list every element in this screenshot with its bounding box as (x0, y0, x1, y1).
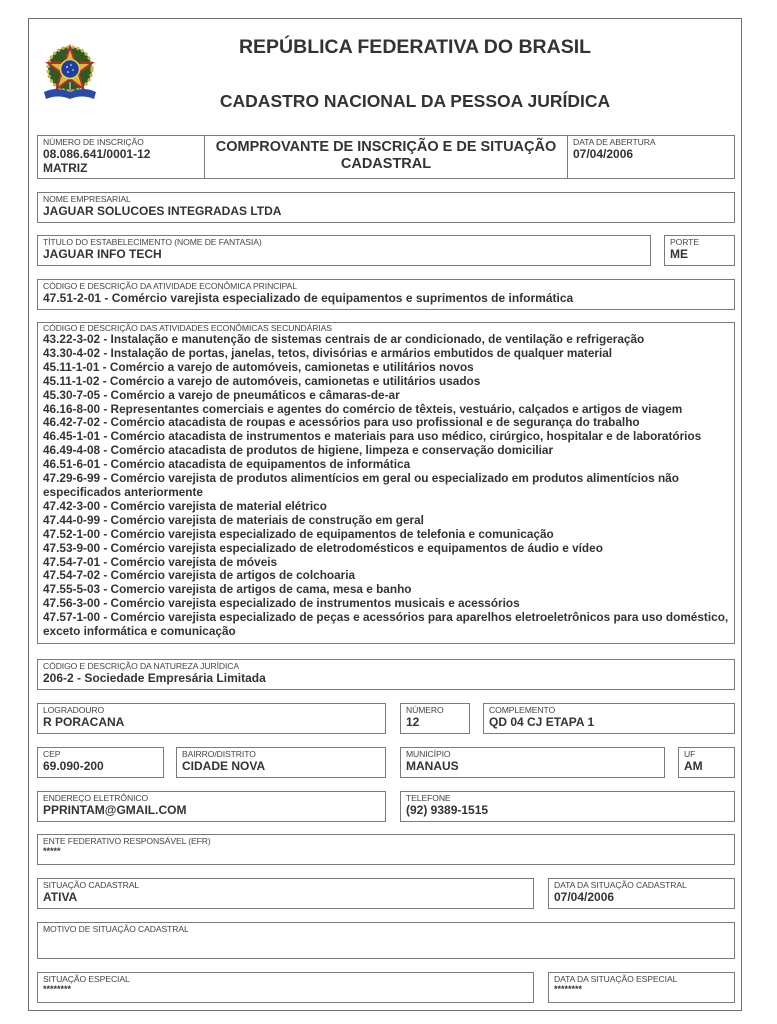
email-label: ENDEREÇO ELETRÔNICO (43, 793, 149, 803)
efr-box (37, 834, 735, 865)
list-item: 47.52-1-00 - Comércio varejista especializado de equipamentos de telefonia e comunicação (43, 526, 554, 541)
nome-empresarial-label: NOME EMPRESARIAL (43, 194, 131, 204)
list-item: 43.30-4-02 - Instalação de portas, janelas, tetos, divisórias e armários embutidos de qualquer material (43, 345, 613, 360)
list-item: 47.54-7-01 - Comércio varejista de móveis (43, 554, 278, 569)
situacao-especial-label: SITUAÇÃO ESPECIAL (43, 974, 130, 984)
uf-value: AM (684, 759, 703, 773)
telefone-box (400, 791, 735, 822)
porte-value: ME (670, 247, 688, 261)
efr-label: ENTE FEDERATIVO RESPONSÁVEL (EFR) (43, 836, 211, 846)
situacao-especial-value: ******** (43, 984, 72, 994)
bairro-value: CIDADE NOVA (182, 759, 266, 773)
municipio-box (400, 747, 665, 778)
data-abertura-box (567, 135, 735, 179)
bairro-label: BAIRRO/DISTRITO (182, 749, 256, 759)
document-title-line1: COMPROVANTE DE INSCRIÇÃO E DE SITUAÇÃO (215, 139, 557, 155)
complemento-label: COMPLEMENTO (489, 705, 556, 715)
data-situacao-especial-value: ******** (554, 984, 583, 994)
list-item: 47.55-5-03 - Comercio varejista de artigos de cama, mesa e banho (43, 582, 412, 597)
brazil-coat-of-arms-icon (40, 42, 100, 104)
motivo-situacao-box (37, 922, 735, 959)
atividade-principal-label: CÓDIGO E DESCRIÇÃO DA ATIVIDADE ECONÔMICA PRINCIPAL (43, 281, 297, 291)
cep-value: 69.090-200 (43, 759, 104, 773)
complemento-value: QD 04 CJ ETAPA 1 (489, 715, 595, 729)
list-item: 45.11-1-02 - Comércio a varejo de automóveis, camionetas e utilitários usados (43, 373, 481, 388)
efr-value: ***** (43, 846, 61, 856)
list-item: 47.42-3-00 - Comércio varejista de material elétrico (43, 498, 327, 513)
numero-value: 12 (406, 715, 420, 729)
complemento-box (483, 703, 735, 734)
situacao-cadastral-box (37, 878, 534, 909)
document-title-line2: CADASTRAL (340, 156, 432, 172)
telefone-label: TELEFONE (406, 793, 451, 803)
numero-label: NÚMERO (406, 705, 444, 715)
uf-box (678, 747, 735, 778)
atividade-principal-value: 47.51-2-01 - Comércio varejista especializado de equipamentos e suprimentos de informática (43, 291, 574, 305)
cep-box (37, 747, 164, 778)
logradouro-box (37, 703, 386, 734)
nome-fantasia-value: JAGUAR INFO TECH (43, 247, 162, 261)
list-item: 46.49-4-08 - Comércio atacadista de produtos de higiene, limpeza e conservação domiciliar (43, 443, 554, 458)
numero-box (400, 703, 470, 734)
list-item: 47.57-1-00 - Comércio varejista especializado de peças e acessórios para aparelhos eletroeletrônicos para uso doméstico, exceto informática e comunicação (43, 610, 729, 639)
list-item: 47.56-3-00 - Comércio varejista especializado de instrumentos musicais e acessórios (43, 596, 520, 611)
atividade-principal-box (37, 279, 735, 310)
inscricao-number: 08.086.641/0001-12 (43, 147, 151, 161)
inscricao-type: MATRIZ (43, 161, 88, 175)
municipio-value: MANAUS (406, 759, 459, 773)
telefone-value: (92) 9389-1515 (406, 803, 489, 817)
list-item: 47.54-7-02 - Comércio varejista de artigos de colchoaria (43, 568, 356, 583)
natureza-juridica-value: 206-2 - Sociedade Empresária Limitada (43, 671, 266, 685)
list-item: 46.45-1-01 - Comércio atacadista de instrumentos e materiais para uso médico, cirúrgico, hospitalar e de laboratórios (43, 429, 702, 444)
logradouro-label: LOGRADOURO (43, 705, 105, 715)
email-box (37, 791, 386, 822)
situacao-especial-box (37, 972, 534, 1003)
situacao-cadastral-label: SITUAÇÃO CADASTRAL (43, 880, 140, 890)
list-item: 46.51-6-01 - Comércio atacadista de equipamentos de informática (43, 457, 411, 472)
inscricao-box (37, 135, 205, 179)
municipio-label: MUNICÍPIO (406, 749, 451, 759)
data-abertura-value: 07/04/2006 (573, 147, 634, 161)
cep-label: CEP (43, 749, 61, 759)
motivo-situacao-label: MOTIVO DE SITUAÇÃO CADASTRAL (43, 924, 189, 934)
data-situacao-especial-label: DATA DA SITUAÇÃO ESPECIAL (554, 974, 678, 984)
data-situacao-cadastral-value: 07/04/2006 (554, 890, 615, 904)
data-situacao-cadastral-box (548, 878, 735, 909)
nome-empresarial-value: JAGUAR SOLUCOES INTEGRADAS LTDA (43, 204, 282, 218)
data-abertura-label: DATA DE ABERTURA (573, 137, 656, 147)
porte-label: PORTE (670, 237, 699, 247)
natureza-juridica-box (37, 659, 735, 690)
data-situacao-cadastral-label: DATA DA SITUAÇÃO CADASTRAL (554, 880, 687, 890)
list-item: 46.16-8-00 - Representantes comerciais e agentes do comércio de têxteis, vestuário, calçados e artigos de viagem (43, 401, 683, 416)
list-item: 47.53-9-00 - Comércio varejista especializado de eletrodomésticos e equipamentos de áudio e vídeo (43, 540, 603, 555)
natureza-juridica-label: CÓDIGO E DESCRIÇÃO DA NATUREZA JURÍDICA (43, 661, 240, 671)
list-item: 45.30-7-05 - Comércio a varejo de pneumáticos e câmaras-de-ar (43, 387, 400, 402)
situacao-cadastral-value: ATIVA (43, 890, 78, 904)
bairro-box (176, 747, 386, 778)
country-title: REPÚBLICA FEDERATIVA DO BRASIL (238, 36, 592, 58)
registry-title: CADASTRO NACIONAL DA PESSOA JURÍDICA (219, 91, 611, 111)
inscricao-label: NÚMERO DE INSCRIÇÃO (43, 137, 144, 147)
logradouro-value: R PORACANA (43, 715, 125, 729)
data-situacao-especial-box (548, 972, 735, 1003)
document-title (204, 135, 568, 179)
porte-box (664, 235, 735, 266)
list-item: 43.22-3-02 - Instalação e manutenção de sistemas centrais de ar condicionado, de ventilação e refrigeração (43, 332, 645, 346)
nome-fantasia-box (37, 235, 651, 266)
list-item: 46.42-7-02 - Comércio atacadista de roupas e acessórios para uso profissional e de segurança do trabalho (43, 415, 640, 430)
atividades-secundarias-label: CÓDIGO E DESCRIÇÃO DAS ATIVIDADES ECONÔMICAS SECUNDÁRIAS (43, 323, 332, 333)
nome-empresarial-box (37, 192, 735, 223)
uf-label: UF (684, 749, 696, 759)
atividades-secundarias-box (37, 322, 735, 644)
list-item: 47.29-6-99 - Comércio varejista de produtos alimentícios em geral ou especializado em produtos alimentícios não especificados anteriormente (43, 471, 679, 499)
list-item: 47.44-0-99 - Comércio varejista de materiais de construção em geral (43, 512, 424, 527)
nome-fantasia-label: TÍTULO DO ESTABELECIMENTO (NOME DE FANTASIA) (43, 237, 262, 247)
email-value: PPRINTAM@GMAIL.COM (43, 803, 187, 817)
list-item: 45.11-1-01 - Comércio a varejo de automóveis, camionetas e utilitários novos (43, 359, 474, 374)
